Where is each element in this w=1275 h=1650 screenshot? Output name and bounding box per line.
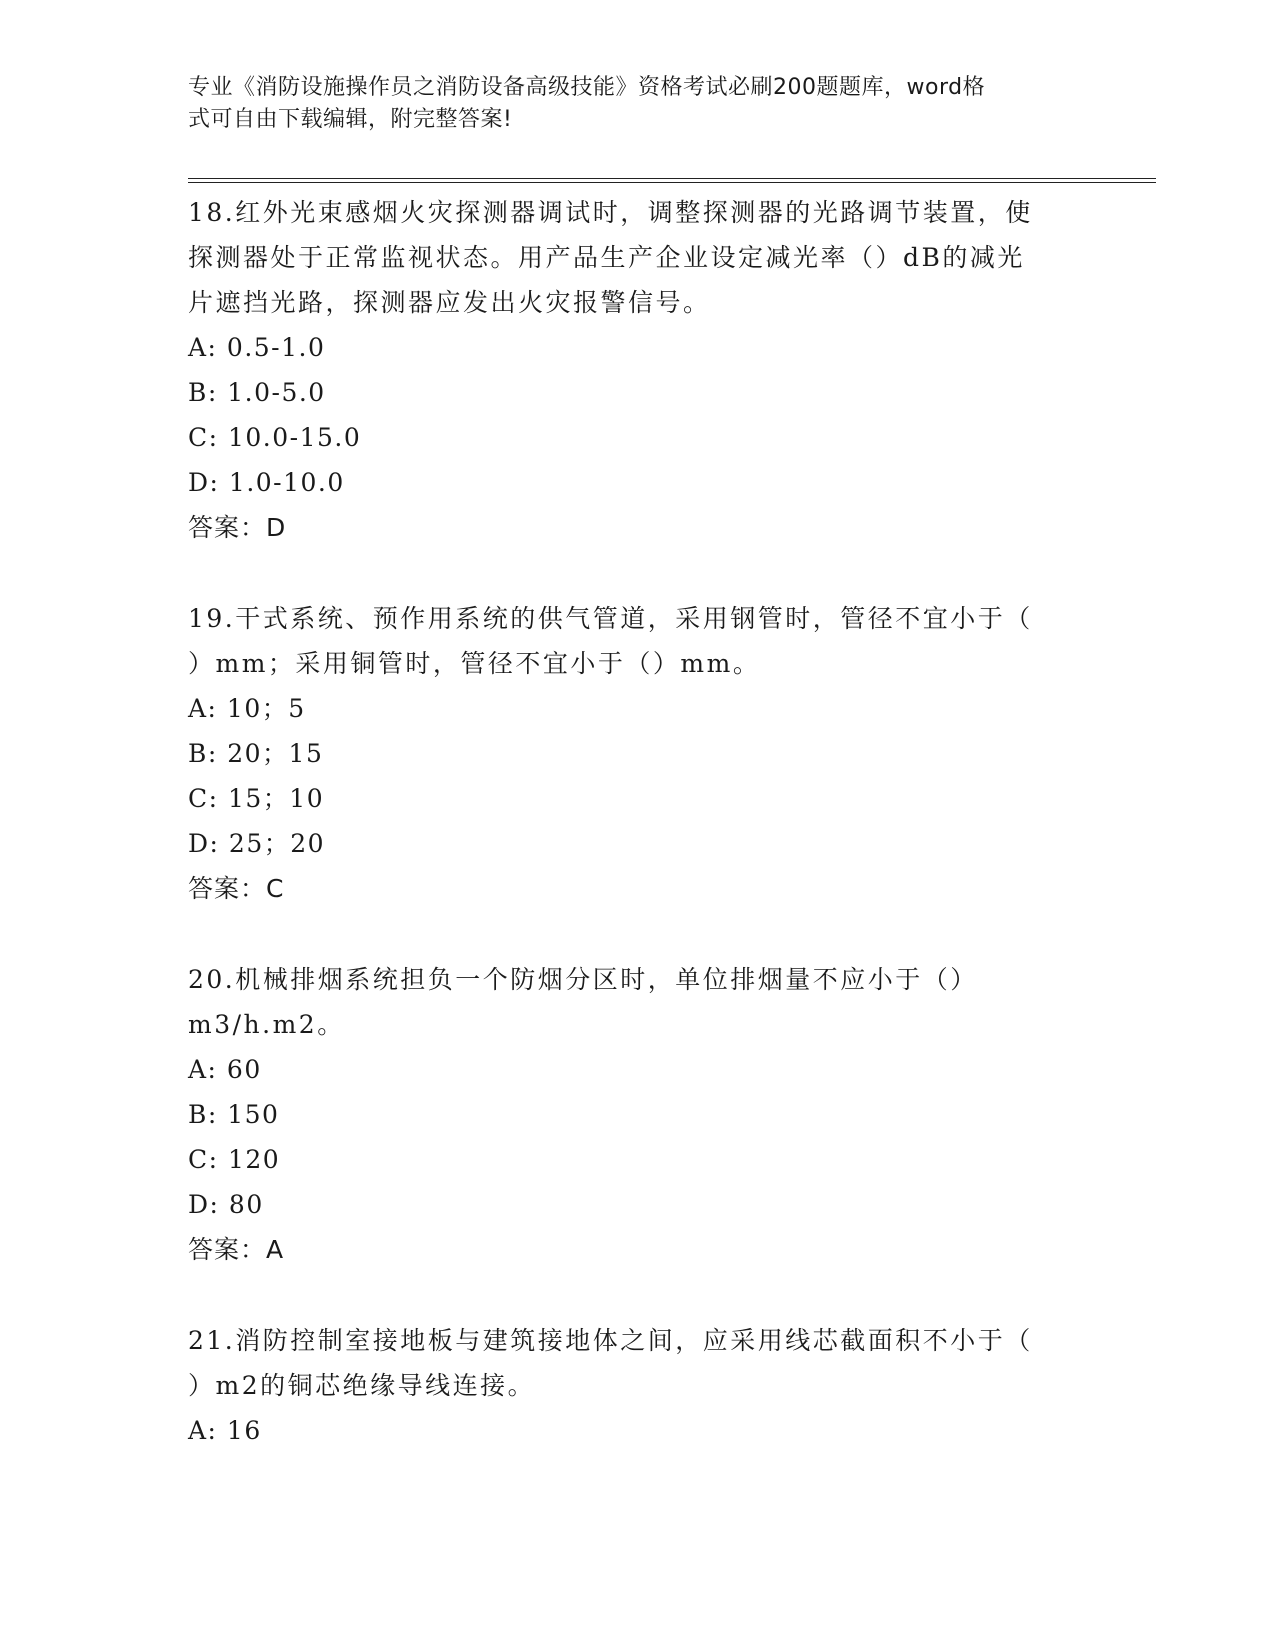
- header-divider: [188, 178, 1156, 183]
- question-text-line: 探测器处于正常监视状态。用产品生产企业设定减光率（）dB的减光: [188, 243, 1025, 272]
- option-c: C: 15；10: [188, 784, 325, 813]
- question-text-line: ）mm；采用铜管时，管径不宜小于（）mm。: [188, 649, 761, 678]
- option-b: B: 1.0-5.0: [188, 378, 326, 407]
- question-text-line: 19.干式系统、预作用系统的供气管道，采用钢管时，管径不宜小于（: [188, 604, 1033, 633]
- question-text-line: 20.机械排烟系统担负一个防烟分区时，单位排烟量不应小于（）: [188, 965, 978, 994]
- header-line-2: 式可自由下载编辑，附完整答案!: [188, 107, 513, 132]
- question-text-line: m3/h.m2。: [188, 1010, 345, 1039]
- question-21: [188, 1318, 1088, 1453]
- option-a: A: 0.5-1.0: [188, 333, 326, 362]
- option-d: D: 1.0-10.0: [188, 468, 345, 497]
- option-d: D: 80: [188, 1190, 264, 1219]
- option-c: C: 10.0-15.0: [188, 423, 362, 452]
- option-b: B: 150: [188, 1100, 280, 1129]
- answer-line: 答案：C: [188, 874, 285, 903]
- answer-line: 答案：D: [188, 513, 287, 542]
- option-b: B: 20；15: [188, 739, 324, 768]
- option-c: C: 120: [188, 1145, 281, 1174]
- question-18: [188, 190, 1088, 550]
- question-text-line: 18.红外光束感烟火灾探测器调试时，调整探测器的光路调节装置，使: [188, 198, 1033, 227]
- document-header: [188, 72, 1068, 136]
- option-a: A: 60: [188, 1055, 262, 1084]
- question-list: [188, 190, 1088, 1453]
- question-text-line: 21.消防控制室接地板与建筑接地体之间，应采用线芯截面积不小于（: [188, 1326, 1033, 1355]
- question-spacer: [188, 1272, 1088, 1318]
- question-spacer: [188, 911, 1088, 957]
- option-a: A: 10；5: [188, 694, 306, 723]
- header-line-1: 专业《消防设施操作员之消防设备高级技能》资格考试必刷200题题库，word格: [188, 75, 986, 100]
- question-19: [188, 596, 1088, 911]
- option-a: A: 16: [188, 1416, 262, 1445]
- question-text-line: ）m2的铜芯绝缘导线连接。: [188, 1371, 536, 1400]
- question-spacer: [188, 550, 1088, 596]
- option-d: D: 25；20: [188, 829, 326, 858]
- question-20: [188, 957, 1088, 1272]
- answer-line: 答案：A: [188, 1235, 285, 1264]
- question-text-line: 片遮挡光路，探测器应发出火灾报警信号。: [188, 288, 711, 317]
